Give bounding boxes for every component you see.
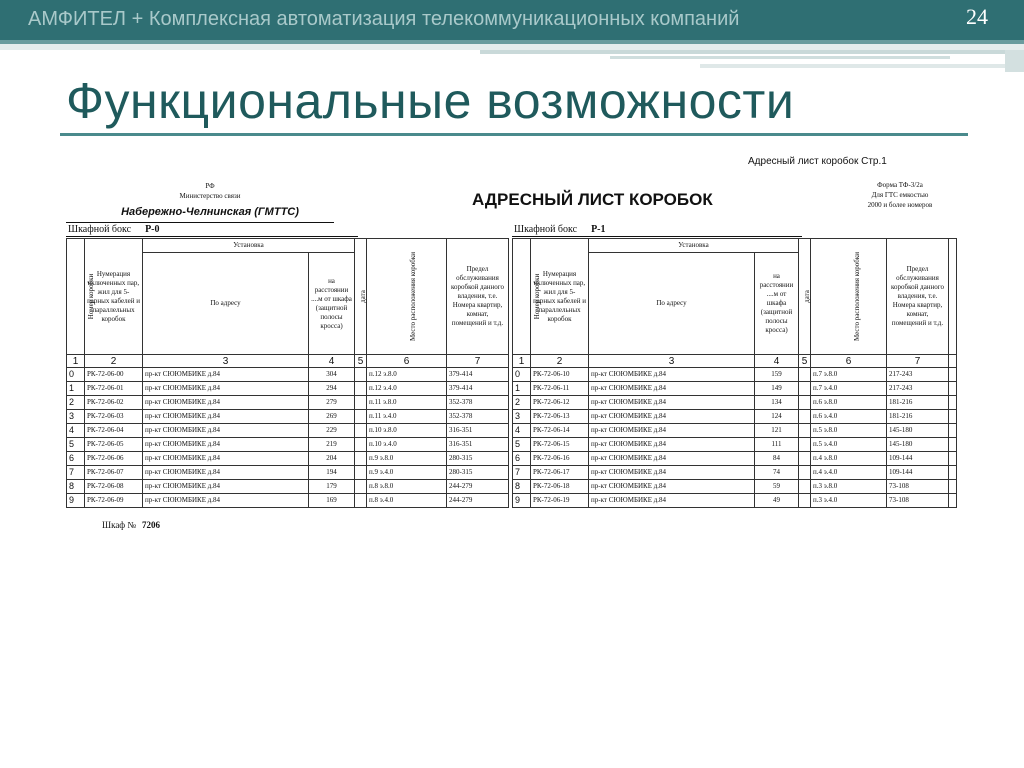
location-cell: п.12 э.4.0: [367, 382, 447, 396]
address-cell: пр-кт СЮЮМБИКЕ д.84: [143, 368, 309, 382]
header-installation: Установка: [143, 239, 355, 253]
range-cell: 352-378: [447, 396, 509, 410]
distance-cell: 149: [755, 382, 799, 396]
range-cell: 217-243: [887, 368, 949, 382]
location-cell: п.5 э.8.0: [811, 424, 887, 438]
location-cell: п.4 э.8.0: [811, 452, 887, 466]
distance-cell: 59: [755, 480, 799, 494]
header-location: Место расположения коробки: [367, 239, 447, 355]
address-cell: пр-кт СЮЮМБИКЕ д.84: [589, 452, 755, 466]
address-cell: пр-кт СЮЮМБИКЕ д.84: [143, 382, 309, 396]
pair-code-cell: РК-72-06-06: [85, 452, 143, 466]
location-cell: п.7 э.4.0: [811, 382, 887, 396]
form-info: [850, 180, 950, 210]
distance-cell: 159: [755, 368, 799, 382]
pair-code-cell: РК-72-06-08: [85, 480, 143, 494]
address-cell: пр-кт СЮЮМБИКЕ д.84: [143, 424, 309, 438]
cabinet-label: Шкафной бокс: [68, 224, 132, 235]
date-cell: [799, 452, 811, 466]
address-cell: пр-кт СЮЮМБИКЕ д.84: [143, 466, 309, 480]
pair-code-cell: РК-72-06-17: [531, 466, 589, 480]
slide-title: Функциональные возможности: [66, 73, 795, 129]
table-row: [513, 410, 957, 424]
spacer-cell: [949, 480, 957, 494]
left-cabinet-box: [68, 224, 160, 235]
address-cell: пр-кт СЮЮМБИКЕ д.84: [589, 396, 755, 410]
distance-cell: 229: [309, 424, 355, 438]
address-cell: пр-кт СЮЮМБИКЕ д.84: [143, 438, 309, 452]
box-number-cell: 9: [67, 494, 85, 508]
date-cell: [355, 480, 367, 494]
distance-cell: 111: [755, 438, 799, 452]
pair-code-cell: РК-72-06-02: [85, 396, 143, 410]
box-number-cell: 6: [513, 452, 531, 466]
col-number: 7: [447, 355, 509, 368]
table-row: [513, 396, 957, 410]
col-number: 4: [309, 355, 355, 368]
header-stripe: [1005, 50, 1024, 72]
spacer-cell: [949, 494, 957, 508]
range-cell: 217-243: [887, 382, 949, 396]
left-address-table: [66, 238, 509, 508]
box-number-cell: 8: [67, 480, 85, 494]
cabinet-value: Р-1: [591, 224, 606, 235]
address-cell: пр-кт СЮЮМБИКЕ д.84: [589, 480, 755, 494]
box-number-cell: 2: [67, 396, 85, 410]
col-number: 7: [887, 355, 949, 368]
pair-code-cell: РК-72-06-14: [531, 424, 589, 438]
range-cell: 73-108: [887, 494, 949, 508]
header-limit: Предел обслуживания коробкой данного владения, т.е. Номера квартир, комнат, помещений и т.д.: [887, 239, 949, 355]
table-row: [67, 494, 509, 508]
distance-cell: 304: [309, 368, 355, 382]
range-cell: 145-180: [887, 424, 949, 438]
pair-code-cell: РК-72-06-03: [85, 410, 143, 424]
spacer-cell: [949, 410, 957, 424]
distance-cell: 269: [309, 410, 355, 424]
date-cell: [799, 438, 811, 452]
title-divider: [60, 133, 968, 136]
issuer-block: [60, 182, 360, 218]
col-number: 6: [367, 355, 447, 368]
distance-cell: 134: [755, 396, 799, 410]
header-company: АМФИТЕЛ + Комплексная автоматизация телекоммуникационных компаний: [28, 8, 740, 30]
pair-code-cell: РК-72-06-18: [531, 480, 589, 494]
box-number-cell: 3: [67, 410, 85, 424]
range-cell: 244-279: [447, 494, 509, 508]
location-cell: п.9 э.8.0: [367, 452, 447, 466]
date-cell: [799, 410, 811, 424]
range-cell: 379-414: [447, 382, 509, 396]
right-table-body: [513, 368, 957, 508]
address-cell: пр-кт СЮЮМБИКЕ д.84: [589, 382, 755, 396]
box-number-cell: 1: [513, 382, 531, 396]
range-cell: 280-315: [447, 452, 509, 466]
location-cell: п.10 э.4.0: [367, 438, 447, 452]
location-cell: п.4 э.4.0: [811, 466, 887, 480]
pair-code-cell: РК-72-06-19: [531, 494, 589, 508]
box-number-cell: 5: [513, 438, 531, 452]
distance-cell: 179: [309, 480, 355, 494]
address-sheet-label: Адресный лист коробок Стр.1: [748, 156, 887, 167]
spacer-cell: [949, 438, 957, 452]
ministry-label: Министерство связи: [179, 192, 241, 200]
location-cell: п.8 э.4.0: [367, 494, 447, 508]
date-cell: [355, 382, 367, 396]
box-number-cell: 5: [67, 438, 85, 452]
distance-cell: 294: [309, 382, 355, 396]
header-stripe: [700, 64, 1024, 68]
box-number-cell: 4: [513, 424, 531, 438]
header-by-address: По адресу: [589, 253, 755, 355]
address-cell: пр-кт СЮЮМБИКЕ д.84: [589, 410, 755, 424]
header-numbering: Нумерация включенных пар, жил для 5-парных кабелей и параллельных коробок: [85, 239, 143, 355]
box-number-cell: 0: [67, 368, 85, 382]
header-distance: на расстоянии ....м от шкафа (защитной полосы кросса): [755, 253, 799, 355]
distance-cell: 124: [755, 410, 799, 424]
col-number: 2: [531, 355, 589, 368]
header-limit: Предел обслуживания коробкой данного владения, т.е. Номера квартир, комнат, помещений и т.д.: [447, 239, 509, 355]
spacer-cell: [949, 466, 957, 480]
location-cell: п.11 э.8.0: [367, 396, 447, 410]
pair-code-cell: РК-72-06-12: [531, 396, 589, 410]
box-number-cell: 7: [67, 466, 85, 480]
table-row: [67, 466, 509, 480]
distance-cell: 49: [755, 494, 799, 508]
header-date: дата: [355, 239, 367, 355]
col-number: 1: [67, 355, 85, 368]
date-cell: [799, 368, 811, 382]
date-cell: [355, 410, 367, 424]
table-row: [513, 368, 957, 382]
form-capacity: 2000 и более номеров: [867, 201, 933, 209]
date-cell: [799, 396, 811, 410]
distance-cell: 74: [755, 466, 799, 480]
date-cell: [355, 494, 367, 508]
table-row: [513, 424, 957, 438]
location-cell: п.8 э.8.0: [367, 480, 447, 494]
box-number-cell: 0: [513, 368, 531, 382]
spacer-cell: [949, 368, 957, 382]
table-row: [67, 480, 509, 494]
box-number-cell: 9: [513, 494, 531, 508]
location-cell: п.10 э.8.0: [367, 424, 447, 438]
location-cell: п.5 э.4.0: [811, 438, 887, 452]
col-number: 4: [755, 355, 799, 368]
box-number-cell: 3: [513, 410, 531, 424]
col-number: 2: [85, 355, 143, 368]
box-number-cell: 2: [513, 396, 531, 410]
box-number-cell: 4: [67, 424, 85, 438]
form-scope: Для ГТС емкостью: [871, 191, 929, 199]
location-cell: п.6 э.4.0: [811, 410, 887, 424]
document-title: АДРЕСНЫЙ ЛИСТ КОРОБОК: [472, 190, 713, 209]
spacer-cell: [949, 382, 957, 396]
date-cell: [355, 438, 367, 452]
distance-cell: 84: [755, 452, 799, 466]
spacer-cell: [949, 424, 957, 438]
pair-code-cell: РК-72-06-01: [85, 382, 143, 396]
header-date: дата: [799, 239, 811, 355]
spacer-cell: [949, 452, 957, 466]
address-cell: пр-кт СЮЮМБИКЕ д.84: [143, 396, 309, 410]
table-row: [67, 410, 509, 424]
table-row: [67, 424, 509, 438]
pair-code-cell: РК-72-06-05: [85, 438, 143, 452]
pair-code-cell: РК-72-06-13: [531, 410, 589, 424]
table-row: [67, 368, 509, 382]
col-number: 1: [513, 355, 531, 368]
address-cell: пр-кт СЮЮМБИКЕ д.84: [589, 466, 755, 480]
table-row: [513, 438, 957, 452]
date-cell: [799, 494, 811, 508]
col-number: 3: [589, 355, 755, 368]
address-sheet-document: [60, 150, 960, 540]
cabinet-footer-label: Шкаф №: [102, 520, 136, 530]
distance-cell: 121: [755, 424, 799, 438]
distance-cell: 204: [309, 452, 355, 466]
table-row: [513, 480, 957, 494]
box-number-cell: 8: [513, 480, 531, 494]
right-address-table: [512, 238, 957, 508]
header-distance: на расстоянии ....м от шкафа (защитной полосы кросса): [309, 253, 355, 355]
range-cell: 145-180: [887, 438, 949, 452]
pair-code-cell: РК-72-06-10: [531, 368, 589, 382]
cabinet-label: Шкафной бокс: [514, 224, 578, 235]
pair-code-cell: РК-72-06-04: [85, 424, 143, 438]
location-cell: п.3 э.8.0: [811, 480, 887, 494]
location-cell: п.12 э.8.0: [367, 368, 447, 382]
date-cell: [355, 466, 367, 480]
date-cell: [799, 424, 811, 438]
table-row: [67, 438, 509, 452]
organization-underline: [66, 222, 334, 223]
col-number: 6: [811, 355, 887, 368]
col-number: 5: [355, 355, 367, 368]
table-row: [67, 452, 509, 466]
table-row: [513, 466, 957, 480]
location-cell: п.9 э.4.0: [367, 466, 447, 480]
address-cell: пр-кт СЮЮМБИКЕ д.84: [589, 438, 755, 452]
pair-code-cell: РК-72-06-15: [531, 438, 589, 452]
range-cell: 181-216: [887, 396, 949, 410]
header-box-no: Номер коробки: [513, 239, 531, 355]
pair-code-cell: РК-72-06-00: [85, 368, 143, 382]
left-table-body: [67, 368, 509, 508]
address-cell: пр-кт СЮЮМБИКЕ д.84: [143, 410, 309, 424]
box-number-cell: 6: [67, 452, 85, 466]
col-number: 3: [143, 355, 309, 368]
range-cell: 379-414: [447, 368, 509, 382]
location-cell: п.3 э.4.0: [811, 494, 887, 508]
header-location: Место расположения коробки: [811, 239, 887, 355]
distance-cell: 219: [309, 438, 355, 452]
range-cell: 352-378: [447, 410, 509, 424]
range-cell: 73-108: [887, 480, 949, 494]
box-number-cell: 1: [67, 382, 85, 396]
location-cell: п.6 э.8.0: [811, 396, 887, 410]
header-spacer: [949, 239, 957, 355]
date-cell: [355, 424, 367, 438]
range-cell: 109-144: [887, 452, 949, 466]
right-cabinet-box: [514, 224, 606, 235]
range-cell: 316-351: [447, 438, 509, 452]
address-cell: пр-кт СЮЮМБИКЕ д.84: [589, 424, 755, 438]
table-row: [513, 382, 957, 396]
left-cabinet-underline: [66, 236, 358, 237]
date-cell: [355, 452, 367, 466]
table-row: [513, 494, 957, 508]
date-cell: [355, 396, 367, 410]
distance-cell: 194: [309, 466, 355, 480]
date-cell: [799, 480, 811, 494]
location-cell: п.7 э.8.0: [811, 368, 887, 382]
form-code: Форма ТФ-3/2а: [877, 181, 923, 189]
address-cell: пр-кт СЮЮМБИКЕ д.84: [143, 452, 309, 466]
range-cell: 244-279: [447, 480, 509, 494]
right-cabinet-underline: [512, 236, 802, 237]
country-label: РФ: [205, 182, 215, 190]
header-stripe: [610, 56, 950, 59]
date-cell: [799, 382, 811, 396]
address-cell: пр-кт СЮЮМБИКЕ д.84: [589, 494, 755, 508]
pair-code-cell: РК-72-06-07: [85, 466, 143, 480]
spacer-cell: [949, 396, 957, 410]
header-box-no: Номер коробки: [67, 239, 85, 355]
address-cell: пр-кт СЮЮМБИКЕ д.84: [143, 480, 309, 494]
address-cell: пр-кт СЮЮМБИКЕ д.84: [143, 494, 309, 508]
cabinet-footer-value: 7206: [141, 520, 160, 530]
organization-name: Набережно-Челнинская (ГМТТС): [121, 206, 299, 218]
range-cell: 109-144: [887, 466, 949, 480]
distance-cell: 279: [309, 396, 355, 410]
header-numbering: Нумерация включенных пар, жил для 5-парных кабелей и параллельных коробок: [531, 239, 589, 355]
table-row: [67, 396, 509, 410]
address-cell: пр-кт СЮЮМБИКЕ д.84: [589, 368, 755, 382]
page-number: 24: [966, 4, 988, 29]
pair-code-cell: РК-72-06-09: [85, 494, 143, 508]
col-number: 5: [799, 355, 811, 368]
header-by-address: По адресу: [143, 253, 309, 355]
location-cell: п.11 э.4.0: [367, 410, 447, 424]
range-cell: 316-351: [447, 424, 509, 438]
pair-code-cell: РК-72-06-16: [531, 452, 589, 466]
header-installation: Установка: [589, 239, 799, 253]
range-cell: 181-216: [887, 410, 949, 424]
table-row: [513, 452, 957, 466]
table-row: [67, 382, 509, 396]
pair-code-cell: РК-72-06-11: [531, 382, 589, 396]
distance-cell: 169: [309, 494, 355, 508]
box-number-cell: 7: [513, 466, 531, 480]
col-spacer: [949, 355, 957, 368]
cabinet-value: Р-0: [145, 224, 160, 235]
date-cell: [799, 466, 811, 480]
range-cell: 280-315: [447, 466, 509, 480]
cabinet-footer: [102, 520, 160, 530]
header-stripe: [480, 50, 1024, 54]
date-cell: [355, 368, 367, 382]
